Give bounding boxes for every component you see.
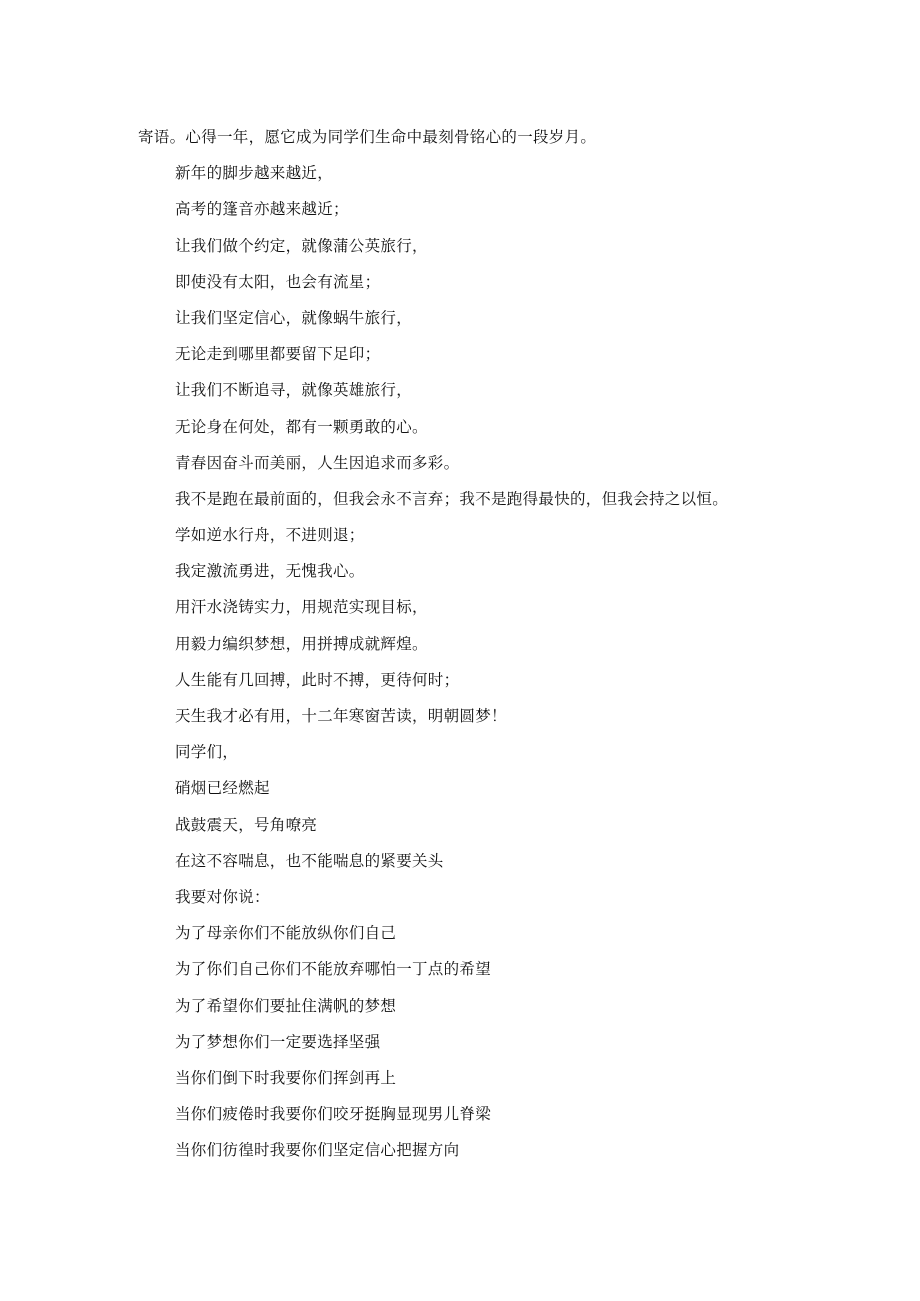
text-line: 用汗水浇铸实力，用规范实现目标， [175, 598, 428, 617]
text-line: 当你们疲倦时我要你们咬牙挺胸显现男儿脊梁 [175, 1105, 492, 1124]
text-line: 青春因奋斗而美丽，人生因追求而多彩。 [175, 453, 460, 472]
text-line: 我定激流勇进，无愧我心。 [175, 562, 365, 581]
text-line: 当你们彷徨时我要你们坚定信心把握方向 [175, 1141, 460, 1160]
text-line: 为了梦想你们一定要选择坚强 [175, 1032, 381, 1051]
text-line: 寄语。心得一年，愿它成为同学们生命中最刻骨铭心的一段岁月。 [138, 128, 597, 146]
text-line: 同学们， [175, 743, 239, 762]
text-line: 让我们坚定信心，就像蜗牛旅行， [175, 308, 413, 327]
text-line: 在这不容喘息，也不能喘息的紧要关头 [175, 851, 444, 870]
text-line: 为了你们自己你们不能放弃哪怕一丁点的希望 [175, 960, 492, 979]
text-line: 让我们不断追寻，就像英雄旅行， [175, 381, 413, 400]
text-line: 为了希望你们要扯住满帆的梦想 [175, 996, 397, 1015]
text-line: 人生能有几回搏，此时不搏，更待何时； [175, 670, 460, 689]
text-line: 硝烟已经燃起 [175, 779, 270, 798]
text-line: 为了母亲你们不能放纵你们自己 [175, 924, 397, 943]
text-line: 高考的篷音亦越来越近； [175, 200, 349, 219]
text-line: 无论走到哪里都要留下足印； [175, 345, 381, 364]
text-line: 无论身在何处，都有一颗勇敢的心。 [175, 417, 428, 436]
text-line: 天生我才必有用，十二年寒窗苦读，明朝圆梦！ [175, 707, 507, 725]
text-line: 我要对你说： [175, 887, 270, 906]
text-line: 让我们做个约定，就像蒲公英旅行， [175, 236, 428, 255]
text-line: 当你们倒下时我要你们挥剑再上 [175, 1068, 397, 1087]
text-body [138, 124, 788, 1173]
text-line: 即使没有太阳，也会有流星； [175, 272, 381, 291]
text-line: 我不是跑在最前面的，但我会永不言弃；我不是跑得最快的，但我会持之以恒。 [175, 489, 729, 508]
text-line: 学如逆水行舟，不进则退； [175, 526, 365, 545]
text-line: 新年的脚步越来越近， [175, 164, 334, 183]
text-line: 用毅力编织梦想，用拼搏成就辉煌。 [175, 634, 428, 653]
text-line: 战鼓震天，号角嘹亮 [175, 815, 318, 834]
